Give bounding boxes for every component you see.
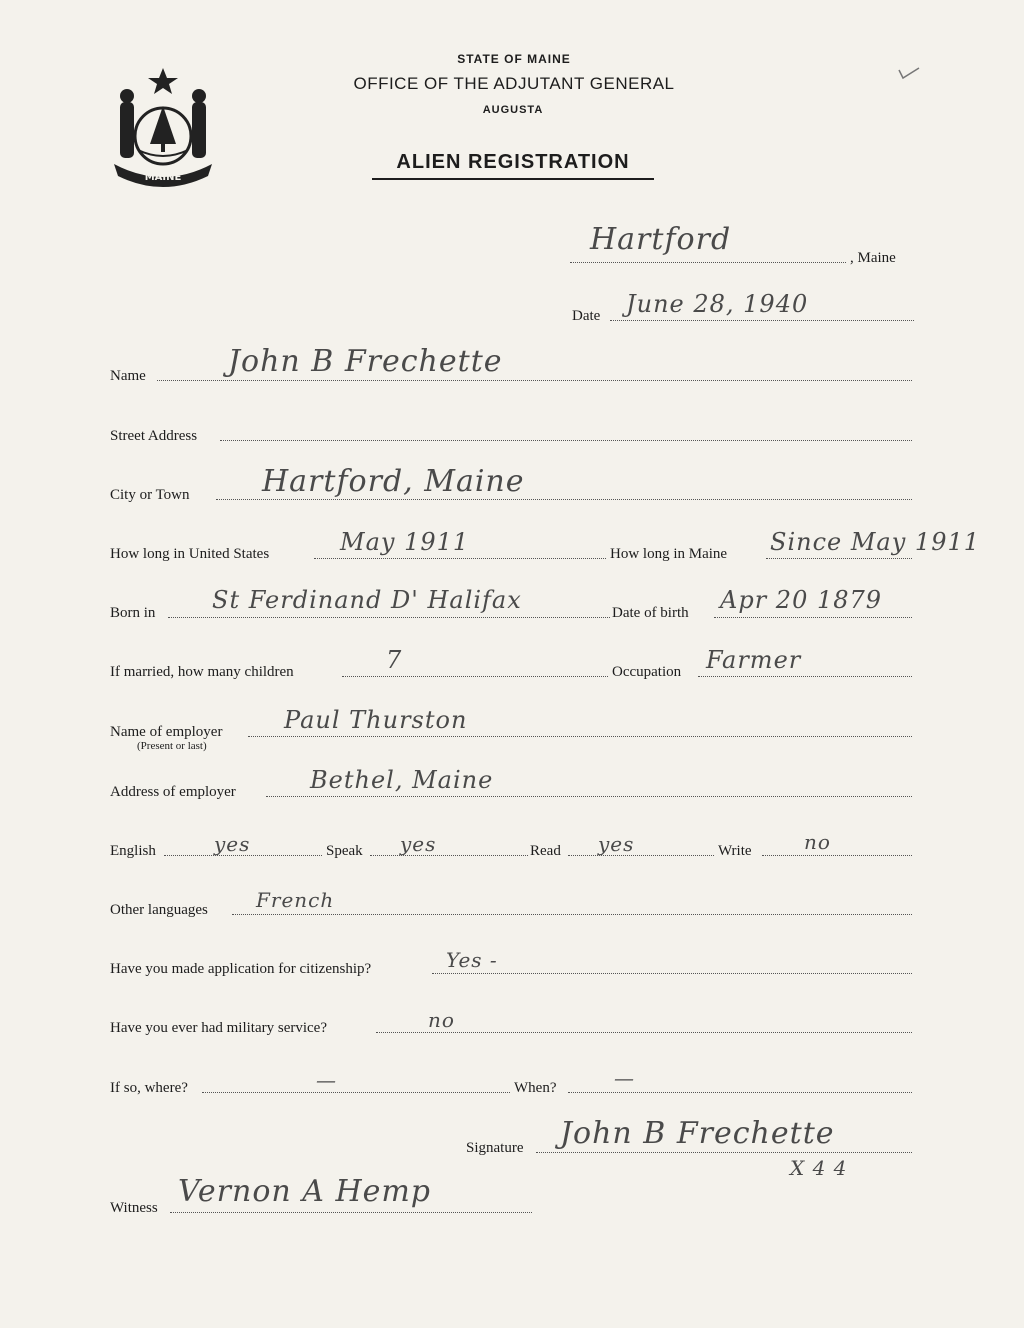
employer-value: Paul Thurston — [284, 706, 468, 734]
date-line — [610, 320, 914, 321]
name-value: John B Frechette — [228, 344, 503, 379]
when-label: When? — [514, 1080, 557, 1096]
employer-address-label: Address of employer — [110, 784, 236, 800]
occupation-label: Occupation — [612, 664, 682, 680]
witness-value: Vernon A Hemp — [178, 1174, 432, 1209]
write-label: Write — [718, 843, 752, 859]
town-value: Hartford — [590, 222, 732, 257]
write-value: no — [804, 830, 831, 854]
other-languages-line — [232, 914, 912, 915]
when-value: — — [614, 1066, 635, 1090]
employer-address-value: Bethel, Maine — [310, 766, 494, 794]
signature-label: Signature — [466, 1140, 524, 1156]
occupation-value: Farmer — [706, 646, 802, 674]
town-suffix: , Maine — [850, 250, 896, 266]
where-line — [202, 1092, 510, 1093]
occupation-line — [698, 676, 912, 677]
dob-line — [714, 617, 912, 618]
other-languages-value: French — [256, 888, 335, 912]
citizenship-value: Yes - — [446, 948, 498, 972]
name-line — [157, 380, 912, 381]
date-value: June 28, 1940 — [626, 290, 809, 318]
employer-sublabel: (Present or last) — [137, 740, 207, 752]
signature-line — [536, 1152, 912, 1153]
city-line — [216, 499, 912, 500]
maine-value: Since May 1911 — [770, 528, 980, 556]
read-value: yes — [598, 832, 635, 856]
signature-note: X 4 4 — [790, 1156, 848, 1180]
svg-text:MAINE: MAINE — [144, 172, 182, 183]
where-label: If so, where? — [110, 1080, 188, 1096]
us-label: How long in United States — [110, 546, 270, 562]
speak-line — [370, 855, 528, 856]
military-line — [376, 1032, 912, 1033]
employer-address-line — [266, 796, 912, 797]
dob-label: Date of birth — [612, 605, 689, 621]
us-line — [314, 558, 606, 559]
city-label: City or Town — [110, 487, 190, 503]
speak-value: yes — [400, 832, 437, 856]
citizenship-label: Have you made application for citizenship? — [110, 961, 372, 977]
office-heading: OFFICE OF THE ADJUTANT GENERAL — [353, 74, 675, 93]
other-languages-label: Other languages — [110, 902, 208, 918]
city-heading: AUGUSTA — [482, 104, 544, 116]
street-line — [220, 440, 912, 441]
speak-label: Speak — [326, 843, 363, 859]
dob-value: Apr 20 1879 — [720, 586, 883, 614]
born-label: Born in — [110, 605, 156, 621]
write-line — [762, 855, 912, 856]
born-value: St Ferdinand D' Halifax — [212, 586, 522, 614]
children-value: 7 — [386, 646, 403, 674]
employer-line — [248, 736, 912, 737]
maine-line — [766, 558, 912, 559]
read-label: Read — [530, 843, 561, 859]
where-value: — — [316, 1068, 337, 1092]
citizenship-line — [432, 973, 912, 974]
town-line — [570, 262, 846, 263]
military-label: Have you ever had military service? — [110, 1020, 327, 1036]
name-label: Name — [110, 368, 146, 384]
maine-label: How long in Maine — [610, 546, 728, 562]
check-mark-icon — [897, 66, 921, 80]
born-line — [168, 617, 610, 618]
street-label: Street Address — [110, 428, 198, 444]
witness-label: Witness — [110, 1200, 158, 1216]
when-line — [568, 1092, 912, 1093]
date-label: Date — [572, 308, 601, 324]
read-line — [568, 855, 714, 856]
signature-value: John B Frechette — [560, 1116, 835, 1151]
employer-label: Name of employer — [110, 724, 223, 740]
us-value: May 1911 — [340, 528, 470, 556]
military-value: no — [428, 1008, 455, 1032]
english-value: yes — [214, 832, 251, 856]
children-label: If married, how many children — [110, 664, 294, 680]
witness-line — [170, 1212, 532, 1213]
state-heading: STATE OF MAINE — [457, 52, 571, 66]
city-value: Hartford, Maine — [262, 464, 525, 499]
english-label: English — [110, 843, 156, 859]
title-underline — [372, 178, 654, 180]
children-line — [342, 676, 608, 677]
form-title: ALIEN REGISTRATION — [396, 151, 630, 173]
